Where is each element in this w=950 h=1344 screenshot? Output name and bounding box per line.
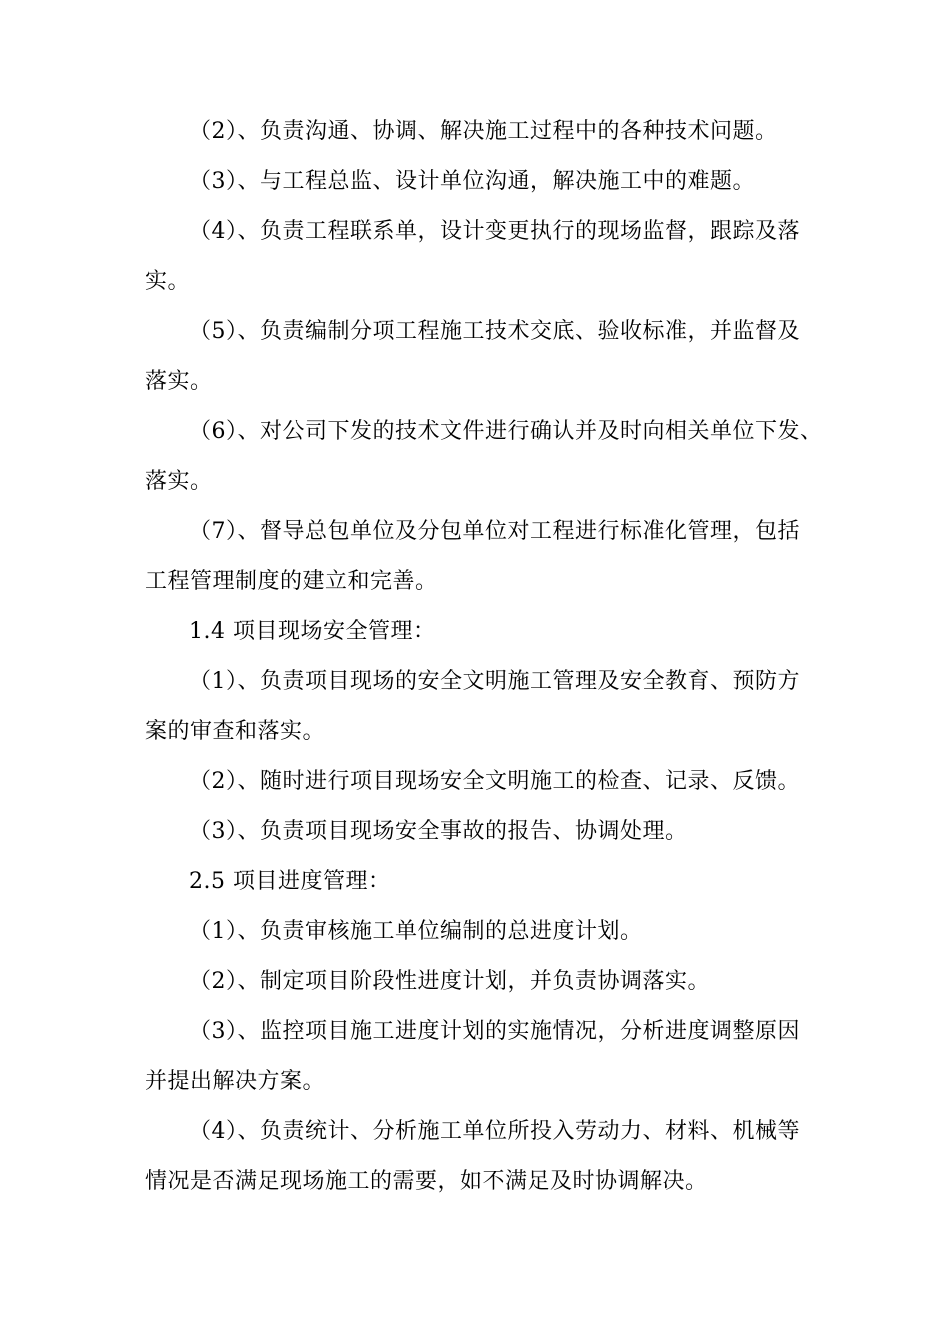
paragraph-line-continued: 案的审查和落实。 [145, 719, 326, 744]
paragraph-line: （5）、负责编制分项工程施工技术交底、验收标准，并监督及 [189, 319, 800, 344]
paragraph-tech-4 [145, 207, 810, 307]
paragraph-line-continued: 情况是否满足现场施工的需要，如不满足及时协调解决。 [145, 1169, 708, 1194]
paragraph-line-continued: 落实。 [145, 469, 213, 494]
paragraph-schedule-1 [145, 907, 810, 957]
paragraph-line: （6）、对公司下发的技术文件进行确认并及时向相关单位下发、 [189, 419, 823, 444]
paragraph-line: （3）、负责项目现场安全事故的报告、协调处理。 [189, 819, 688, 844]
paragraph-tech-2 [145, 107, 810, 157]
section-heading: 1.4 项目现场安全管理： [189, 619, 436, 644]
paragraph-schedule-3 [145, 1007, 810, 1107]
paragraph-line: （2）、制定项目阶段性进度计划，并负责协调落实。 [189, 969, 710, 994]
paragraph-tech-7 [145, 507, 810, 607]
paragraph-schedule-4 [145, 1107, 810, 1207]
paragraph-line: （2）、负责沟通、协调、解决施工过程中的各种技术问题。 [189, 119, 778, 144]
paragraph-schedule-2 [145, 957, 810, 1007]
paragraph-line-continued: 工程管理制度的建立和完善。 [145, 569, 438, 594]
paragraph-safety-1 [145, 657, 810, 757]
paragraph-line-continued: 落实。 [145, 369, 213, 394]
paragraph-line: （4）、负责工程联系单，设计变更执行的现场监督，跟踪及落 [189, 219, 800, 244]
paragraph-tech-6 [145, 407, 823, 507]
paragraph-line: （3）、监控项目施工进度计划的实施情况，分析进度调整原因 [189, 1019, 800, 1044]
paragraph-line: （2）、随时进行项目现场安全文明施工的检查、记录、反馈。 [189, 769, 800, 794]
paragraph-tech-3 [145, 157, 810, 207]
paragraph-line: （1）、负责项目现场的安全文明施工管理及安全教育、预防方 [189, 669, 800, 694]
section-heading-safety [145, 607, 810, 657]
section-heading: 2.5 项目进度管理： [189, 869, 391, 894]
section-heading-schedule [145, 857, 810, 907]
paragraph-line-continued: 并提出解决方案。 [145, 1069, 326, 1094]
paragraph-safety-3 [145, 807, 810, 857]
paragraph-safety-2 [145, 757, 810, 807]
paragraph-tech-5 [145, 307, 810, 407]
paragraph-line-continued: 实。 [145, 269, 191, 294]
document-body [145, 107, 823, 1207]
paragraph-line: （4）、负责统计、分析施工单位所投入劳动力、材料、机械等 [189, 1119, 800, 1144]
paragraph-line: （7）、督导总包单位及分包单位对工程进行标准化管理，包括 [189, 519, 800, 544]
paragraph-line: （1）、负责审核施工单位编制的总进度计划。 [189, 919, 643, 944]
paragraph-line: （3）、与工程总监、设计单位沟通，解决施工中的难题。 [189, 169, 755, 194]
